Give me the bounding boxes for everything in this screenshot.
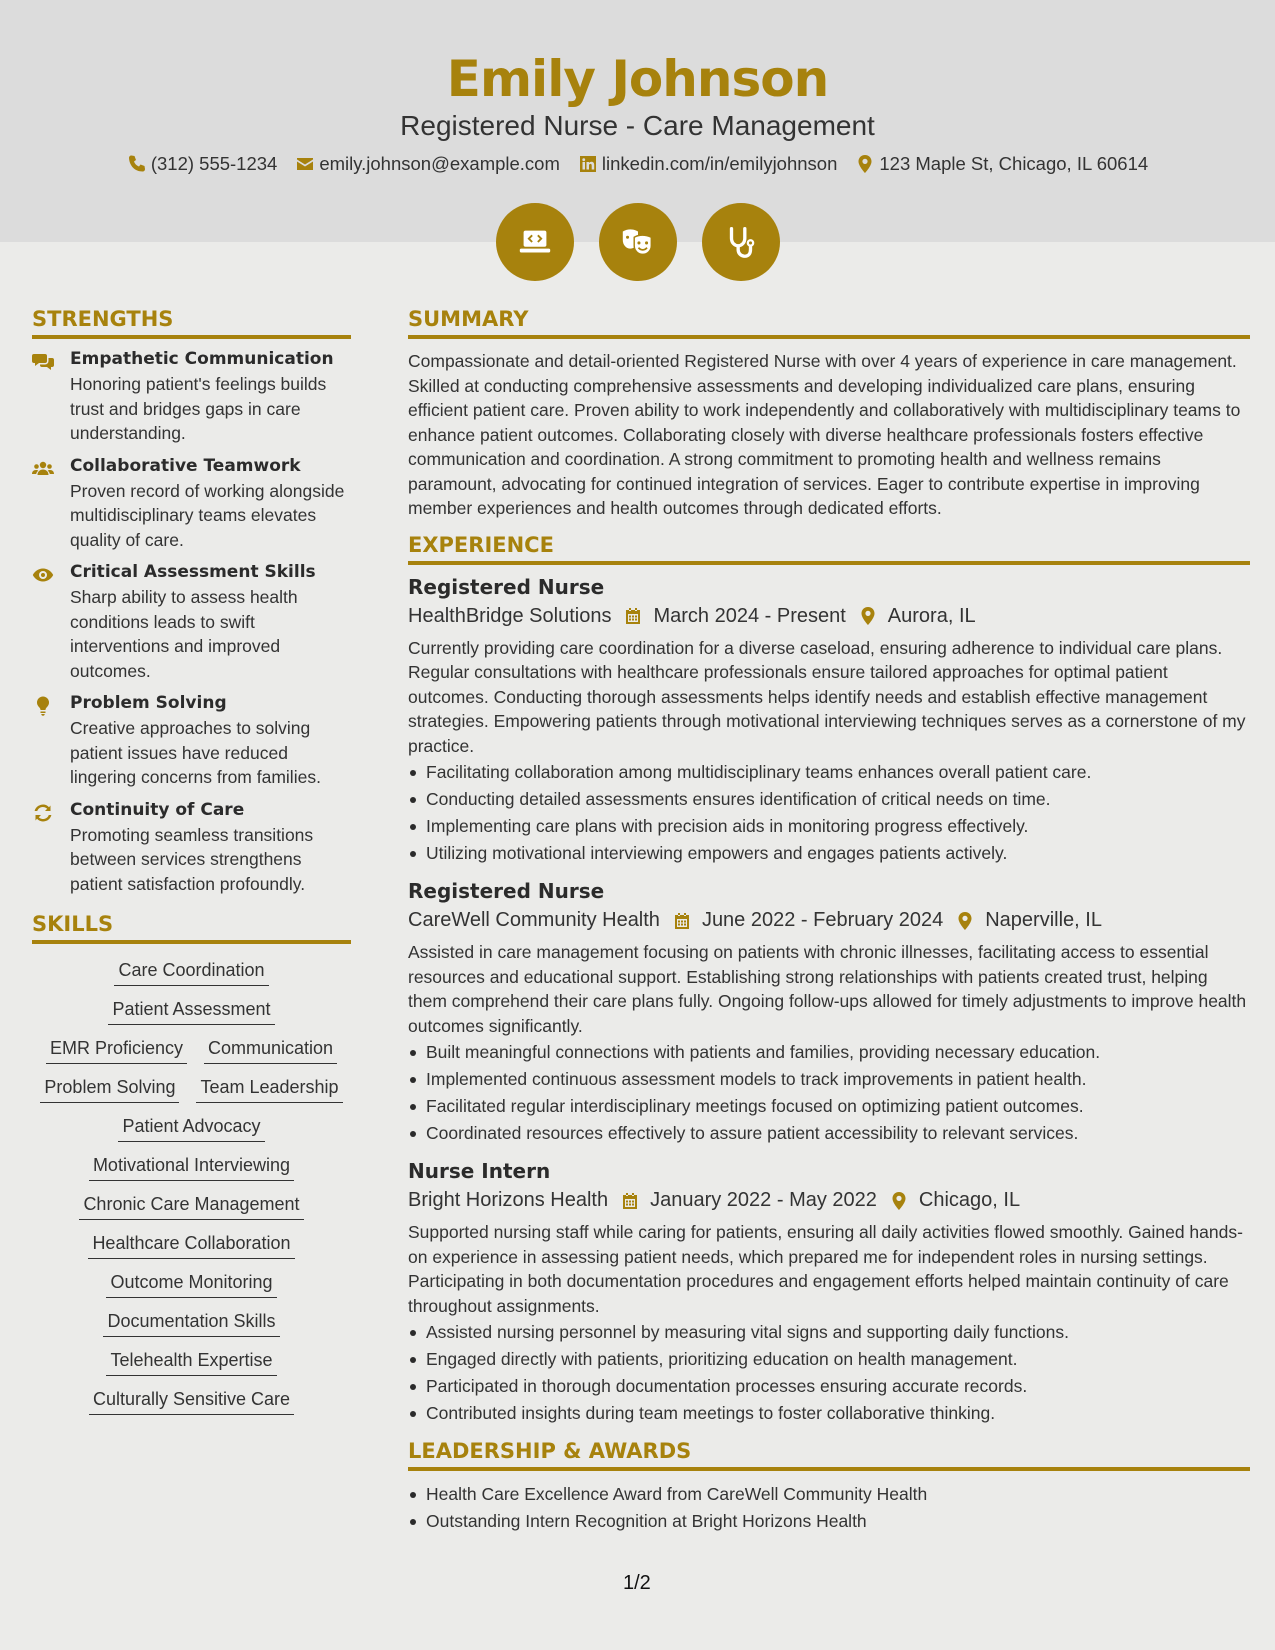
strength-item [32, 800, 351, 897]
job-bullets [408, 1319, 1250, 1427]
strength-item [32, 562, 351, 683]
icon-badges [0, 203, 1275, 281]
skill-tag: Chronic Care Management [79, 1194, 303, 1220]
strength-desc: Sharp ability to assess health conditions leads to swift interventions and improved outcomes. [70, 587, 298, 681]
list-item: Health Care Excellence Award from CareWell Community Health [408, 1481, 1250, 1508]
job-dates: June 2022 - February 2024 [701, 909, 944, 931]
strength-title: Critical Assessment Skills [70, 562, 316, 582]
list-item: Facilitated regular interdisciplinary meetings focused on optimizing patient outcomes. [408, 1093, 1250, 1120]
job-bullets [408, 759, 1250, 867]
awards-heading: LEADERSHIP & AWARDS [408, 1439, 1250, 1471]
strength-desc: Creative approaches to solving patient issues have reduced lingering concerns from families. [70, 718, 321, 787]
users-icon [32, 458, 54, 480]
skill-tag: Healthcare Collaboration [88, 1233, 294, 1259]
job-desc: Assisted in care management focusing on patients with chronic illnesses, facilitating access to essential resources and educational support. Establishing strong relationships with patients created trust, helping them comprehend their care plans fully. Ongoing follow-ups allowed for timely adjustments to improve health outcomes significantly. [408, 942, 1247, 1036]
skill-tag: Communication [204, 1038, 337, 1064]
skills-list [32, 960, 351, 1415]
list-item: Coordinated resources effectively to assure patient accessibility to relevant services. [408, 1120, 1250, 1147]
list-item: Engaged directly with patients, prioritizing education on health management. [408, 1346, 1250, 1373]
skills-heading: SKILLS [32, 912, 351, 944]
map-pin-icon [955, 911, 975, 931]
job-company: HealthBridge Solutions [408, 604, 612, 627]
experience-heading: EXPERIENCE [408, 533, 1250, 565]
job-meta [408, 1189, 1250, 1212]
comments-icon [32, 351, 54, 373]
job-meta [408, 605, 1250, 628]
job-location: Aurora, IL [887, 604, 976, 627]
summary-heading: SUMMARY [408, 307, 1250, 339]
list-item: Conducting detailed assessments ensures identification of critical needs on time. [408, 786, 1250, 813]
list-item: Contributed insights during team meetings to foster collaborative thinking. [408, 1400, 1250, 1427]
list-item: Implemented continuous assessment models to track improvements in patient health. [408, 1066, 1250, 1093]
job-entry [408, 1159, 1250, 1427]
skill-tag: Outcome Monitoring [106, 1272, 276, 1298]
job-company: Bright Horizons Health [408, 1189, 609, 1211]
contact-address [855, 153, 1148, 175]
skill-tag: Team Leadership [196, 1077, 342, 1103]
job-location: Chicago, IL [918, 1189, 1021, 1211]
theater-masks-icon [599, 203, 677, 281]
contact-linkedin[interactable] [578, 153, 837, 175]
left-column [32, 307, 351, 1415]
strength-item [32, 456, 351, 553]
sync-icon [32, 802, 54, 824]
job-entry [408, 575, 1250, 868]
job-desc: Supported nursing staff while caring for patients, ensuring all daily activities flowed smoothly. Gained hands-on experience in assessing patient needs, which prepared me for independent roles in nursing settings. Participating in both documentation procedures and engagement efforts helped maintain continuity of care throughout assignments. [408, 1222, 1243, 1316]
laptop-code-icon [496, 203, 574, 281]
stethoscope-icon [702, 203, 780, 281]
job-desc: Currently providing care coordination for a diverse caseload, ensuring adherence to individual care plans. Regular consultations with healthcare professionals ensure tailored approaches for optimal patient outcomes. Conducting thorough assessments helps identify needs and establish effective management strategies. Empowering patients through motivational interviewing techniques serves as a cornerstone of my practice. [408, 637, 1246, 756]
skill-tag: Documentation Skills [103, 1311, 279, 1337]
list-item: Assisted nursing personnel by measuring vital signs and supporting daily functions. [408, 1319, 1250, 1346]
job-meta [408, 909, 1250, 932]
skill-tag: Culturally Sensitive Care [89, 1389, 294, 1415]
summary-text: Compassionate and detail-oriented Registered Nurse with over 4 years of experience in care management. Skilled at conducting comprehensive assessments and developing individualized care plans, ensuring efficient patient care. Proven ability to work independently and collaboratively with multidisciplinary teams to enhance patient outcomes. Collaborating closely with diverse healthcare professionals fosters effective communication and coordination. A strong commitment to promoting health and wellness remains paramount, advocating for continued integration of services. Eager to contribute expertise in improving member experiences and health outcomes through dedicated efforts. [408, 351, 1241, 518]
skill-tag: Care Coordination [114, 960, 268, 986]
strength-desc: Promoting seamless transitions between services strengthens patient satisfaction profoundly. [70, 824, 314, 894]
job-company: CareWell Community Health [408, 909, 660, 931]
skill-tag: Motivational Interviewing [89, 1155, 294, 1181]
map-pin-icon [855, 154, 875, 174]
lightbulb-icon [32, 695, 54, 717]
job-title: Registered Nurse - Care Management [400, 110, 875, 141]
map-pin-icon [858, 606, 878, 626]
job-role: Nurse Intern [408, 1159, 551, 1183]
strength-title: Problem Solving [70, 693, 227, 713]
list-item: Participated in thorough documentation processes ensuring accurate records. [408, 1373, 1250, 1400]
skill-tag: Problem Solving [40, 1077, 179, 1103]
calendar-icon [620, 1191, 640, 1211]
list-item: Utilizing motivational interviewing empowers and engages patients actively. [408, 840, 1250, 867]
job-dates: January 2022 - May 2022 [650, 1189, 877, 1211]
contact-email[interactable] [295, 153, 560, 175]
envelope-icon [295, 154, 315, 174]
job-entry [408, 879, 1250, 1147]
address-text: 123 Maple St, Chicago, IL 60614 [879, 153, 1149, 174]
eye-icon [32, 564, 54, 586]
strength-item [32, 693, 351, 790]
calendar-icon [623, 606, 643, 626]
strength-desc: Proven record of working alongside multidisciplinary teams elevates quality of care. [70, 480, 345, 550]
list-item: Outstanding Intern Recognition at Bright Horizons Health [408, 1508, 1250, 1535]
email-text: emily.johnson@example.com [319, 153, 560, 174]
map-pin-icon [889, 1191, 909, 1211]
job-role: Registered Nurse [408, 574, 605, 599]
right-column [408, 307, 1250, 1535]
strengths-heading: STRENGTHS [32, 307, 351, 339]
skill-tag: Patient Assessment [108, 999, 274, 1025]
contact-phone[interactable] [127, 153, 278, 175]
strength-title: Empathetic Communication [70, 349, 334, 369]
job-location: Naperville, IL [985, 909, 1102, 931]
candidate-name: Emily Johnson [446, 50, 829, 108]
contact-bar [0, 153, 1275, 175]
strength-item [32, 349, 351, 446]
awards-list [408, 1481, 1250, 1535]
skill-tag: EMR Proficiency [46, 1038, 187, 1064]
strength-desc: Honoring patient's feelings builds trust and bridges gaps in care understanding. [70, 374, 327, 443]
list-item: Built meaningful connections with patients and families, providing necessary education. [408, 1039, 1250, 1066]
linkedin-text: linkedin.com/in/emilyjohnson [601, 153, 838, 174]
page-number: 1/2 [623, 1572, 651, 1594]
linkedin-icon [578, 154, 598, 174]
phone-icon [127, 154, 147, 174]
list-item: Facilitating collaboration among multidisciplinary teams enhances overall patient care. [408, 759, 1250, 786]
job-bullets [408, 1039, 1250, 1147]
strength-title: Collaborative Teamwork [70, 455, 301, 476]
skill-tag: Telehealth Expertise [106, 1350, 276, 1376]
skill-tag: Patient Advocacy [118, 1116, 264, 1142]
calendar-icon [672, 911, 692, 931]
phone-text: (312) 555-1234 [150, 153, 278, 174]
list-item: Implementing care plans with precision aids in monitoring progress effectively. [408, 813, 1250, 840]
job-dates: March 2024 - Present [653, 604, 846, 627]
job-role: Registered Nurse [408, 879, 605, 903]
strength-title: Continuity of Care [70, 799, 245, 820]
